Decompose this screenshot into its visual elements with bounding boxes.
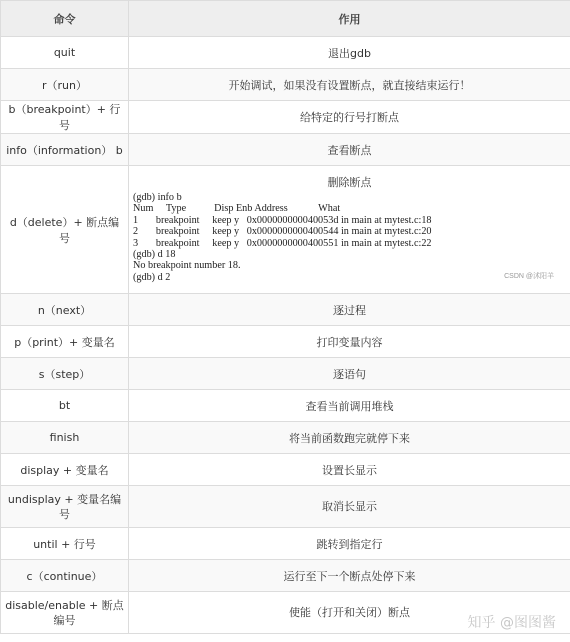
command-cell: b（breakpoint）+ 行号 bbox=[1, 101, 129, 134]
table-row bbox=[1, 528, 570, 560]
description-cell: 退出gdb bbox=[129, 37, 570, 69]
command-cell: p（print）+ 变量名 bbox=[1, 326, 129, 358]
table-header-row bbox=[1, 1, 570, 37]
command-cell: undisplay + 变量名编号 bbox=[1, 486, 129, 528]
command-cell: until + 行号 bbox=[1, 528, 129, 560]
command-cell: r（run） bbox=[1, 69, 129, 101]
table-row bbox=[1, 358, 570, 390]
table-row bbox=[1, 422, 570, 454]
table-row bbox=[1, 486, 570, 528]
command-cell: finish bbox=[1, 422, 129, 454]
csdn-credit: CSDN @沭阳羊 bbox=[504, 273, 554, 280]
description-cell: 跳转到指定行 bbox=[129, 528, 570, 560]
table-row bbox=[1, 294, 570, 326]
table-row bbox=[1, 390, 570, 422]
description-cell bbox=[129, 166, 570, 294]
description-cell: 给特定的行号打断点 bbox=[129, 101, 570, 134]
table-row bbox=[1, 69, 570, 101]
delete-description: 删除断点 bbox=[327, 176, 372, 189]
header-purpose: 作用 bbox=[129, 1, 570, 37]
command-cell: quit bbox=[1, 37, 129, 69]
command-cell: n（next） bbox=[1, 294, 129, 326]
description-cell: 查看断点 bbox=[129, 134, 570, 166]
description-cell: 打印变量内容 bbox=[129, 326, 570, 358]
table-row bbox=[1, 101, 570, 134]
description-cell: 查看当前调用堆栈 bbox=[129, 390, 570, 422]
zhihu-watermark: 知乎 @图图酱 bbox=[467, 615, 556, 631]
header-command: 命令 bbox=[1, 1, 129, 37]
command-cell: c（continue） bbox=[1, 560, 129, 592]
description-cell: 使能（打开和关闭）断点 bbox=[129, 592, 570, 634]
command-cell: bt bbox=[1, 390, 129, 422]
table-row bbox=[1, 560, 570, 592]
table-row bbox=[1, 454, 570, 486]
table-row bbox=[1, 134, 570, 166]
description-cell: 运行至下一个断点处停下来 bbox=[129, 560, 570, 592]
table-row bbox=[1, 166, 570, 294]
command-cell: s（step） bbox=[1, 358, 129, 390]
command-cell: info（information） b bbox=[1, 134, 129, 166]
description-cell: 设置长显示 bbox=[129, 454, 570, 486]
description-cell: 将当前函数跑完就停下来 bbox=[129, 422, 570, 454]
command-cell: d（delete）+ 断点编号 bbox=[1, 166, 129, 294]
command-cell: display + 变量名 bbox=[1, 454, 129, 486]
description-cell: 开始调试，如果没有设置断点，就直接结束运行！ bbox=[129, 69, 570, 101]
gdb-terminal-output: (gdb) info b Num Type Disp Enb Address What 1 breakpoint keep y 0x000000000040053d in main at mytest.c:18 2 breakpoint keep y 0x0000000000400544 in main at mytest.c:20 3 breakpoint keep y 0x0000000000400551 in main at mytest.c:22 (gdb) d 18 No breakpoint number 18. (gdb) d 2 bbox=[133, 192, 432, 283]
table-row bbox=[1, 326, 570, 358]
description-cell: 取消长显示 bbox=[129, 486, 570, 528]
code-example bbox=[129, 166, 570, 293]
description-cell: 逐过程 bbox=[129, 294, 570, 326]
command-cell: disable/enable + 断点编号 bbox=[1, 592, 129, 634]
table-row bbox=[1, 37, 570, 69]
description-cell: 逐语句 bbox=[129, 358, 570, 390]
